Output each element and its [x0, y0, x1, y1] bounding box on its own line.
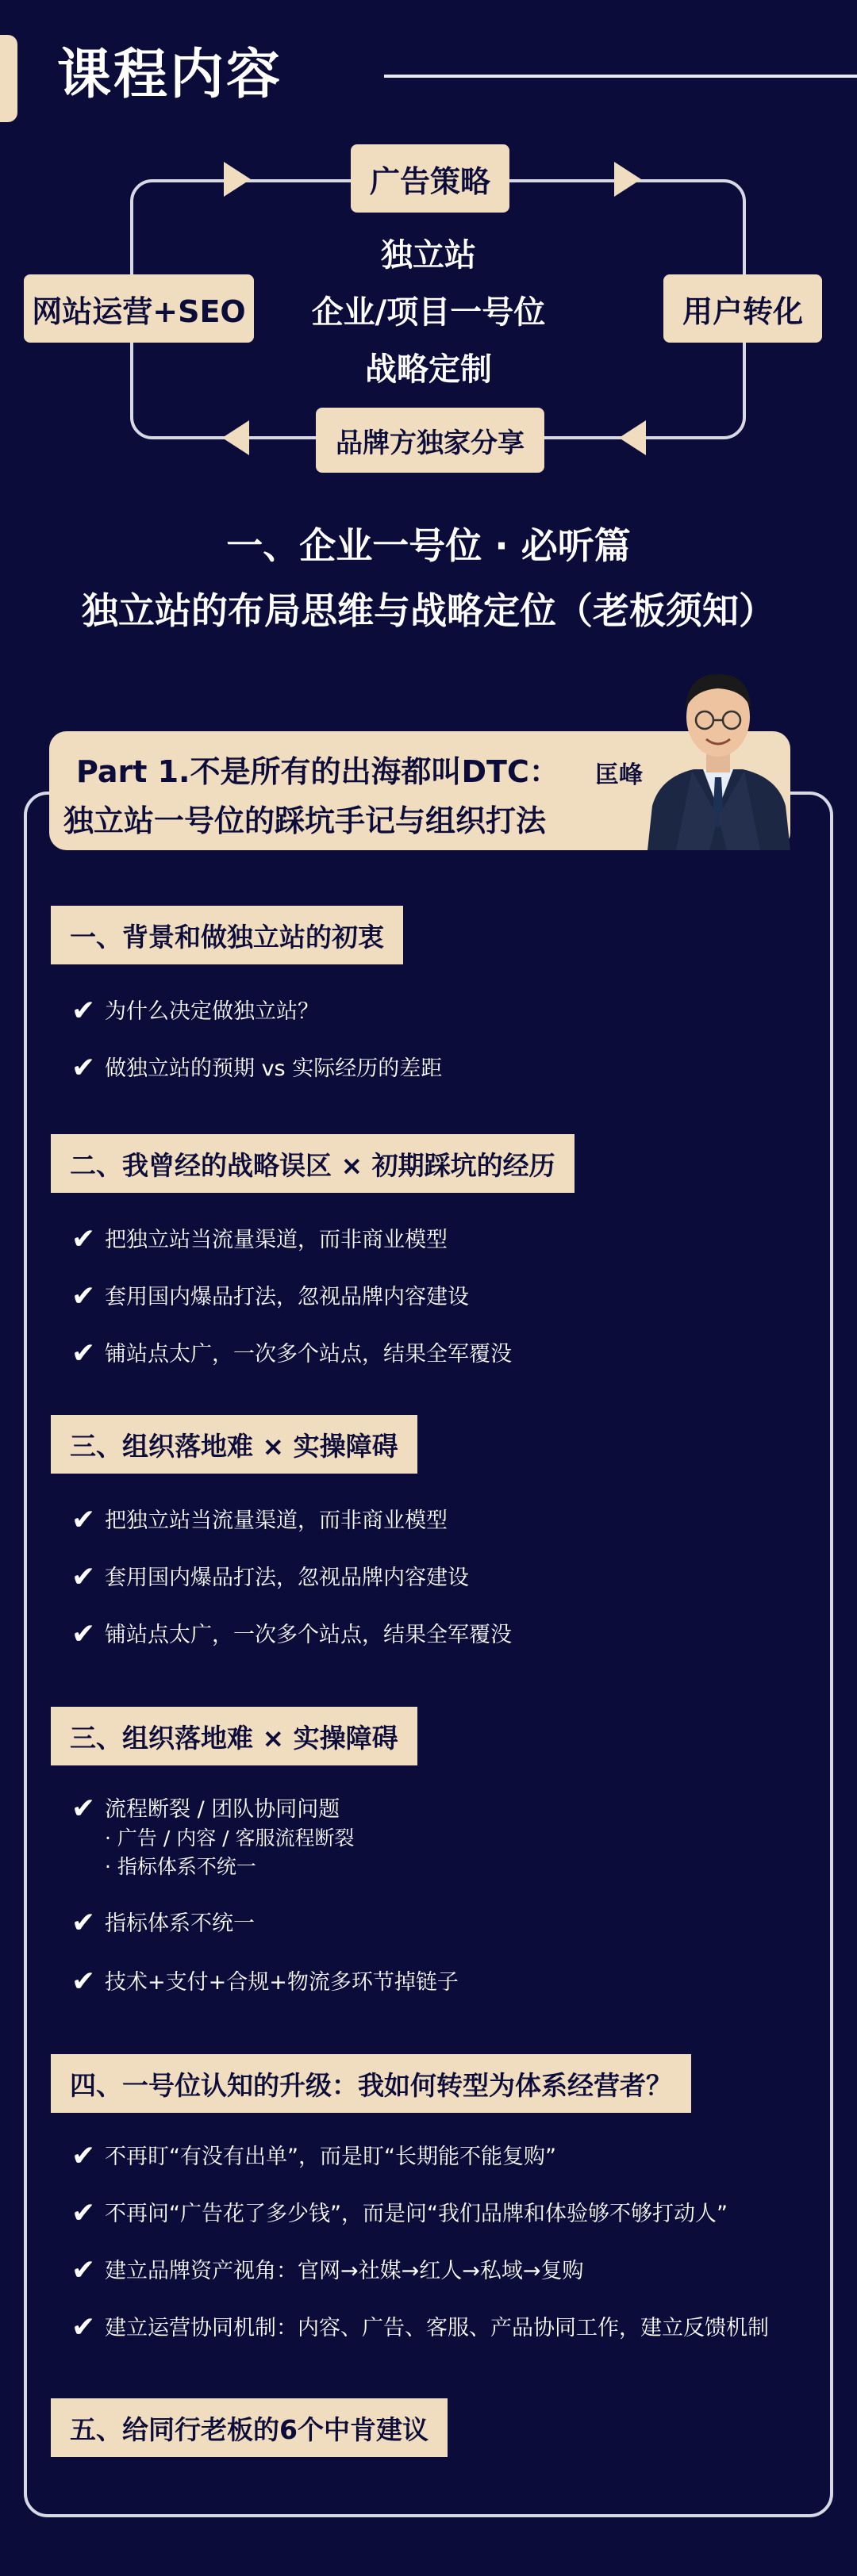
diagram-node-top: 广告策略 [351, 144, 509, 213]
arrow-right-icon [224, 162, 251, 197]
list-item: ✔ 把独立站当流量渠道，而非商业模型 [71, 1223, 448, 1255]
arrow-left-icon [619, 420, 646, 455]
list-subitem: · 指标体系不统一 [105, 1855, 256, 1878]
check-icon: ✔ [71, 1223, 96, 1255]
section-subtitle: 一、企业一号位 · 必听篇 [226, 524, 631, 567]
list-item: ✔ 铺站点太广，一次多个站点，结果全军覆没 [71, 1337, 512, 1370]
list-item: ✔ 套用国内爆品打法，忽视品牌内容建设 [71, 1561, 469, 1593]
list-item: ✔ 不再盯“有没有出单”，而是盯“长期能不能复购” [71, 2140, 556, 2172]
check-icon: ✔ [71, 1052, 96, 1084]
check-icon: ✔ [71, 1618, 96, 1650]
section-tag: 五、给同行老板的6个中肯建议 [51, 2398, 448, 2457]
page-title: 课程内容 [57, 44, 283, 106]
list-item: ✔ 不再问“广告花了多少钱”，而是问“我们品牌和体验够不够打动人” [71, 2197, 728, 2229]
check-icon: ✔ [71, 1504, 96, 1536]
part-subtitle: 独立站一号位的踩坑手记与组织打法 [63, 803, 547, 838]
diagram-node-bottom: 品牌方独家分享 [316, 408, 544, 473]
section-tag: 三、组织落地难 × 实操障碍 [51, 1415, 417, 1474]
diagram-node-left: 网站运营+SEO [24, 274, 254, 343]
check-icon: ✔ [71, 2254, 96, 2287]
check-icon: ✔ [71, 1792, 96, 1825]
check-icon: ✔ [71, 1965, 96, 1998]
center-line: 企业/项目一号位 [311, 294, 546, 331]
section-tag: 四、一号位认知的升级：我如何转型为体系经营者？ [51, 2054, 691, 2113]
center-line: 独立站 [381, 237, 476, 274]
list-item: ✔ 流程断裂 / 团队协同问题 [71, 1792, 340, 1825]
check-icon: ✔ [71, 1561, 96, 1593]
diagram-center-text [238, 227, 619, 398]
teacher-name: 匡峰 [595, 761, 643, 789]
section-tag: 二、我曾经的战略误区 × 初期踩坑的经历 [51, 1134, 575, 1193]
teacher-photo [644, 650, 792, 850]
title-divider [384, 75, 857, 78]
center-line: 战略定制 [365, 351, 492, 388]
list-item: ✔ 建立品牌资产视角：官网→社媒→红人→私域→复购 [71, 2254, 584, 2287]
check-icon: ✔ [71, 2311, 96, 2344]
list-item: ✔ 把独立站当流量渠道，而非商业模型 [71, 1504, 448, 1536]
list-item: ✔ 套用国内爆品打法，忽视品牌内容建设 [71, 1280, 469, 1313]
section-tag: 一、背景和做独立站的初衷 [51, 906, 403, 964]
list-item: ✔ 为什么决定做独立站？ [71, 995, 319, 1027]
check-icon: ✔ [71, 995, 96, 1027]
list-item: ✔ 建立运营协同机制：内容、广告、客服、产品协同工作，建立反馈机制 [71, 2311, 769, 2344]
check-icon: ✔ [71, 2140, 96, 2172]
arrow-left-icon [222, 420, 249, 455]
list-item: ✔ 指标体系不统一 [71, 1907, 255, 1939]
title-accent-bar [0, 35, 17, 122]
check-icon: ✔ [71, 1337, 96, 1370]
check-icon: ✔ [71, 1280, 96, 1313]
diagram-node-right: 用户转化 [663, 274, 822, 343]
list-item: ✔ 做独立站的预期 vs 实际经历的差距 [71, 1052, 443, 1084]
arrow-right-icon [614, 162, 641, 197]
check-icon: ✔ [71, 1907, 96, 1939]
section-headline: 独立站的布局思维与战略定位（老板须知） [82, 589, 775, 632]
list-subitem: · 广告 / 内容 / 客服流程断裂 [105, 1827, 355, 1850]
list-item: ✔ 技术+支付+合规+物流多环节掉链子 [71, 1965, 459, 1998]
list-item: ✔ 铺站点太广，一次多个站点，结果全军覆没 [71, 1618, 512, 1650]
part-title: Part 1.不是所有的出海都叫DTC： [76, 754, 559, 789]
check-icon: ✔ [71, 2197, 96, 2229]
section-tag: 三、组织落地难 × 实操障碍 [51, 1707, 417, 1765]
